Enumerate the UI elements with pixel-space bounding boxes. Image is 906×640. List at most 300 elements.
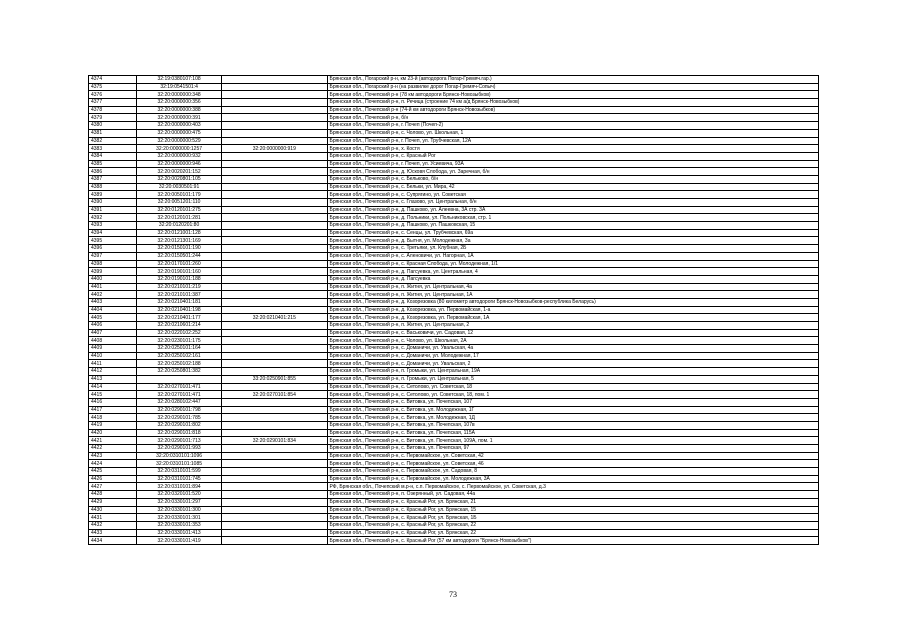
cadastral-number-cell: 32:20:0120101:281: [137, 214, 222, 222]
address-cell: Брянская обл., Почепский р-н, с. Первомайское, ул. Садовая, 8: [327, 468, 818, 476]
related-number-cell: [222, 337, 327, 345]
related-number-cell: [222, 460, 327, 468]
table-row: [89, 199, 819, 207]
cadastral-number-cell: 32:20:0000000:403: [137, 122, 222, 130]
row-number-cell: 4412: [89, 368, 137, 376]
row-number-cell: 4408: [89, 337, 137, 345]
related-number-cell: [222, 152, 327, 160]
row-number-cell: 4424: [89, 460, 137, 468]
related-number-cell: [222, 529, 327, 537]
address-cell: Брянская обл., Почепский р-н, с. Третьяки, ул. Клубная, 2Б: [327, 245, 818, 253]
row-number-cell: 4430: [89, 506, 137, 514]
related-number-cell: [222, 191, 327, 199]
cadastral-number-cell: 32:20:0330101:297: [137, 498, 222, 506]
address-cell: Брянская обл., Почепский р-н, с. Красный Рог, ул. Брянская, 1Б: [327, 514, 818, 522]
cadastral-number-cell: 32:20:0210401:198: [137, 306, 222, 314]
cadastral-number-cell: 32:20:0050101:179: [137, 191, 222, 199]
table-row: [89, 514, 819, 522]
related-number-cell: 32:20:0210401:215: [222, 314, 327, 322]
cadastral-number-cell: 32:20:0290101:798: [137, 406, 222, 414]
address-cell: Брянская обл., Почепский р-н, г. Почеп, ул. Усиевича, 93А: [327, 160, 818, 168]
table-row: [89, 214, 819, 222]
row-number-cell: 4427: [89, 483, 137, 491]
cadastral-number-cell: 32:20:0330101:300: [137, 506, 222, 514]
address-cell: Брянская обл., Почепский р-н, с. Витовка, ул. Почепская, 97: [327, 445, 818, 453]
table-row: [89, 483, 819, 491]
related-number-cell: [222, 183, 327, 191]
cadastral-number-cell: 32:20:0290101:785: [137, 414, 222, 422]
row-number-cell: 4423: [89, 452, 137, 460]
cadastral-number-cell: 32:20:0150101:190: [137, 245, 222, 253]
row-number-cell: 4429: [89, 498, 137, 506]
related-number-cell: [222, 537, 327, 545]
cadastral-number-cell: 32:20:0270101:471: [137, 383, 222, 391]
address-cell: Брянская обл., Почепский р-н, д. Пагсуевка: [327, 275, 818, 283]
related-number-cell: [222, 491, 327, 499]
cadastral-number-cell: 32:19:0541501:4: [137, 83, 222, 91]
related-number-cell: [222, 122, 327, 130]
address-cell: Брянская обл., Почепский р-н, с. Витовка, ул. Молодежная, 1Г: [327, 406, 818, 414]
row-number-cell: 4413: [89, 375, 137, 383]
table-row: [89, 383, 819, 391]
related-number-cell: [222, 99, 327, 107]
address-cell: Брянская обл., Почепский р-н, с. Первомайское, ул. Советская, 46: [327, 460, 818, 468]
address-cell: Брянская обл., Почепский р-н, п. Озерянный, ул. Садовая, 44а: [327, 491, 818, 499]
related-number-cell: [222, 406, 327, 414]
cadastral-number-cell: 32:20:0210101:219: [137, 283, 222, 291]
related-number-cell: [222, 398, 327, 406]
cadastral-number-cell: 32:20:0250101:164: [137, 345, 222, 353]
address-cell: Брянская обл., Почепский р-н, с. Красный Рог (57 км автодороги "Брянск-Новозыбков"): [327, 537, 818, 545]
address-cell: Брянская обл., Погарский р-н, км 23-й (автодорога Погар-Гремяч.гар.): [327, 76, 818, 84]
related-number-cell: [222, 275, 327, 283]
row-number-cell: 4383: [89, 145, 137, 153]
table-row: [89, 183, 819, 191]
address-cell: Брянская обл., Почепский р-н, п. Житня, ул. Центральная, 2: [327, 322, 818, 330]
related-number-cell: [222, 175, 327, 183]
table-row: [89, 91, 819, 99]
table-row: [89, 99, 819, 107]
address-cell: Брянская обл., Почепский р-н, д. Бытня, ул. Молодежная, 3а: [327, 237, 818, 245]
address-cell: Брянская обл., Почепский р-н, д. Пагсуевка, ул. Центральная, 4: [327, 268, 818, 276]
related-number-cell: 32:20:0290101:834: [222, 437, 327, 445]
related-number-cell: [222, 414, 327, 422]
row-number-cell: 4431: [89, 514, 137, 522]
related-number-cell: [222, 91, 327, 99]
related-number-cell: [222, 483, 327, 491]
row-number-cell: 4433: [89, 529, 137, 537]
row-number-cell: 4377: [89, 99, 137, 107]
cadastral-number-cell: 32:20:0121301:169: [137, 237, 222, 245]
table-row: [89, 175, 819, 183]
row-number-cell: 4390: [89, 199, 137, 207]
table-row: [89, 491, 819, 499]
cadastral-number-cell: 32:20:0270101:471: [137, 391, 222, 399]
address-cell: Брянская обл., Почепский р-н, с. Доманичи, ул. Увальская, 4а: [327, 345, 818, 353]
address-cell: Брянская обл., Почепский р-н, д. Козорезовка, ул. Первомайская, 1А: [327, 314, 818, 322]
row-number-cell: 4378: [89, 106, 137, 114]
cadastral-number-cell: 32:20:0330101:419: [137, 537, 222, 545]
address-cell: Брянская обл., Почепский р-н (78 км автодороги Брянск-Новозыбков): [327, 91, 818, 99]
cadastral-number-cell: 32:20:0000000:391: [137, 114, 222, 122]
row-number-cell: 4389: [89, 191, 137, 199]
cadastral-number-cell: 32:20:0120201:80: [137, 222, 222, 230]
address-cell: Брянская обл., Почепский р-н, д. Пашково, ул. Алеевна, 3А стр. 3А: [327, 206, 818, 214]
row-number-cell: 4397: [89, 252, 137, 260]
row-number-cell: 4399: [89, 268, 137, 276]
address-cell: Брянская обл., Почепский р-н, с. Красная Слобода, ул. Молодежная, 1/1: [327, 260, 818, 268]
address-cell: Брянская обл., Почепский р-н, х. Костя: [327, 145, 818, 153]
related-number-cell: [222, 114, 327, 122]
table-row: [89, 506, 819, 514]
address-cell: Брянская обл., Почепский р-н, с. Бельково, б/н: [327, 175, 818, 183]
related-number-cell: [222, 252, 327, 260]
table-row: [89, 83, 819, 91]
related-number-cell: [222, 298, 327, 306]
related-number-cell: [222, 360, 327, 368]
address-cell: Брянская обл., Почепский р-н, п. Речица (строение 74 км а/д Брянск-Новозыбков): [327, 99, 818, 107]
table-row: [89, 329, 819, 337]
cadastral-number-cell: 32:20:0280102:447: [137, 398, 222, 406]
cadastral-number-cell: 32:20:0000000:348: [137, 91, 222, 99]
address-cell: Брянская обл., Почепский р-н, с. Витовка, ул. Почепская, 107в: [327, 421, 818, 429]
cadastral-number-cell: 32:20:0210101:387: [137, 291, 222, 299]
table-row: [89, 337, 819, 345]
row-number-cell: 4386: [89, 168, 137, 176]
table-row: [89, 168, 819, 176]
address-cell: Брянская обл., Почепский р-н, с. Красный Рог, ул. Брянская, 21: [327, 498, 818, 506]
cadastral-number-cell: 32:20:0230101:175: [137, 337, 222, 345]
table-row: [89, 398, 819, 406]
table-row: [89, 106, 819, 114]
row-number-cell: 4387: [89, 175, 137, 183]
cadastral-number-cell: 32:20:0020801:105: [137, 175, 222, 183]
related-number-cell: [222, 306, 327, 314]
address-cell: Брянская обл., Погарский р-н (на развилке дорог Погар-Гремяч-Сопыч): [327, 83, 818, 91]
address-cell: Брянская обл., Почепский р-н, с. Аленовичи, ул. Нагорная, 1А: [327, 252, 818, 260]
row-number-cell: 4419: [89, 421, 137, 429]
related-number-cell: [222, 245, 327, 253]
row-number-cell: 4403: [89, 298, 137, 306]
table-row: [89, 475, 819, 483]
cadastral-number-cell: 32:20:0290101:818: [137, 429, 222, 437]
related-number-cell: [222, 345, 327, 353]
related-number-cell: [222, 168, 327, 176]
table-row: [89, 314, 819, 322]
row-number-cell: 4382: [89, 137, 137, 145]
address-cell: Брянская обл., Почепский р-н, д. Пашково, ул. Пашковская, 15: [327, 222, 818, 230]
cadastral-number-cell: [137, 375, 222, 383]
address-cell: Брянская обл., Почепский р-н (74-й км автодороги Брянск-Новозыбков): [327, 106, 818, 114]
table-row: [89, 391, 819, 399]
row-number-cell: 4385: [89, 160, 137, 168]
cadastral-number-cell: 32:20:0000000:946: [137, 160, 222, 168]
address-cell: Брянская обл., Почепский р-н, с. Супрягино, ул. Советская: [327, 191, 818, 199]
table-row: [89, 529, 819, 537]
table-row: [89, 152, 819, 160]
address-cell: Брянская обл., Почепский р-н, п. Громыки, ул. Центральная, 5: [327, 375, 818, 383]
row-number-cell: 4428: [89, 491, 137, 499]
cadastral-number-cell: 32:20:0250102:188: [137, 360, 222, 368]
page-number: 73: [449, 590, 457, 599]
table-row: [89, 537, 819, 545]
cadastral-number-cell: 32:20:0000000:475: [137, 129, 222, 137]
row-number-cell: 4422: [89, 445, 137, 453]
related-number-cell: [222, 452, 327, 460]
row-number-cell: 4404: [89, 306, 137, 314]
row-number-cell: 4411: [89, 360, 137, 368]
address-cell: Брянская обл., Почепский р-н, с. Бельки, ул. Мира, 42: [327, 183, 818, 191]
cadastral-number-cell: 32:20:0000000:529: [137, 137, 222, 145]
row-number-cell: 4376: [89, 91, 137, 99]
related-number-cell: [222, 514, 327, 522]
table-row: [89, 345, 819, 353]
related-number-cell: [222, 268, 327, 276]
address-cell: Брянская обл., Почепский р-н, д. Польники, ул. Польниковская, стр. 1: [327, 214, 818, 222]
row-number-cell: 4384: [89, 152, 137, 160]
row-number-cell: 4391: [89, 206, 137, 214]
address-cell: Брянская обл., Почепский р-н, с. Красный Рог, ул. Брянская, 22: [327, 521, 818, 529]
row-number-cell: 4417: [89, 406, 137, 414]
cadastral-number-cell: 32:20:0000000:388: [137, 106, 222, 114]
cadastral-number-cell: 32:20:0310101:745: [137, 475, 222, 483]
address-cell: Брянская обл., Почепский р-н, с. Витовка, ул. Почепская, 109А, пом. 1: [327, 437, 818, 445]
related-number-cell: [222, 76, 327, 84]
cadastral-number-cell: 32:20:0310101:894: [137, 483, 222, 491]
related-number-cell: [222, 106, 327, 114]
table-row: [89, 429, 819, 437]
table-row: [89, 252, 819, 260]
table-row: [89, 268, 819, 276]
cadastral-number-cell: 32:20:0000000:932: [137, 152, 222, 160]
row-number-cell: 4374: [89, 76, 137, 84]
address-cell: Брянская обл., Почепский р-н, с. Доманичи, ул. Молодежная, 17: [327, 352, 818, 360]
table-row: [89, 145, 819, 153]
row-number-cell: 4395: [89, 237, 137, 245]
row-number-cell: 4414: [89, 383, 137, 391]
address-cell: Брянская обл., Почепский р-н, с. Сенцы, ул. Трубчевская, 69а: [327, 229, 818, 237]
row-number-cell: 4392: [89, 214, 137, 222]
related-number-cell: [222, 498, 327, 506]
cadastral-number-cell: 32:20:0000000:356: [137, 99, 222, 107]
row-number-cell: 4396: [89, 245, 137, 253]
related-number-cell: [222, 199, 327, 207]
cadastral-number-cell: 32:20:0310101:1096: [137, 452, 222, 460]
row-number-cell: 4400: [89, 275, 137, 283]
related-number-cell: [222, 383, 327, 391]
cadastral-number-cell: 32:20:0220102:252: [137, 329, 222, 337]
address-cell: Брянская обл., Почепский р-н, с. Витовка, ул. Молодежная, 1Д: [327, 414, 818, 422]
related-number-cell: [222, 506, 327, 514]
cadastral-number-cell: 32:20:0121001:128: [137, 229, 222, 237]
row-number-cell: 4375: [89, 83, 137, 91]
cadastral-number-cell: 32:20:0250102:161: [137, 352, 222, 360]
cadastral-number-cell: 32:20:0170101:260: [137, 260, 222, 268]
row-number-cell: 4398: [89, 260, 137, 268]
table-row: [89, 222, 819, 230]
row-number-cell: 4418: [89, 414, 137, 422]
cadastral-number-cell: 32:20:0190101:160: [137, 268, 222, 276]
table-row: [89, 468, 819, 476]
table-row: [89, 229, 819, 237]
row-number-cell: 4425: [89, 468, 137, 476]
address-cell: Брянская обл., Почепский р-н, п. Житня, ул. Центральная, 4а: [327, 283, 818, 291]
related-number-cell: [222, 206, 327, 214]
table-row: [89, 498, 819, 506]
cadastral-number-cell: 32:20:0290101:993: [137, 445, 222, 453]
related-number-cell: [222, 368, 327, 376]
address-cell: Брянская обл., Почепский р-н, с. Васьковичи, ул. Садовая, 12: [327, 329, 818, 337]
table-row: [89, 322, 819, 330]
table-row: [89, 460, 819, 468]
row-number-cell: 4393: [89, 222, 137, 230]
row-number-cell: 4406: [89, 322, 137, 330]
related-number-cell: [222, 237, 327, 245]
table-row: [89, 291, 819, 299]
table-row: [89, 421, 819, 429]
related-number-cell: [222, 322, 327, 330]
cadastral-number-cell: 32:20:0320101:520: [137, 491, 222, 499]
table-row: [89, 375, 819, 383]
table-row: [89, 298, 819, 306]
address-cell: Брянская обл., Почепский р-н, с. Первомайское, ул. Советская, 42: [327, 452, 818, 460]
row-number-cell: 4407: [89, 329, 137, 337]
table-row: [89, 237, 819, 245]
cadastral-number-cell: 32:20:0310101:599: [137, 468, 222, 476]
row-number-cell: 4380: [89, 122, 137, 130]
cadastral-number-cell: 32:19:0380107:108: [137, 76, 222, 84]
cadastral-number-cell: 32:20:0210401:177: [137, 314, 222, 322]
address-cell: Брянская обл., Почепский р-н, с. Витовка, ул. Почепская, 115А: [327, 429, 818, 437]
table-row: [89, 352, 819, 360]
table-row: [89, 306, 819, 314]
row-number-cell: 4401: [89, 283, 137, 291]
table-row: [89, 414, 819, 422]
related-number-cell: 32:20:0270101:854: [222, 391, 327, 399]
address-cell: Брянская обл., Почепский р-н, с. Сетолово, ул. Советская, 18, пом. 1: [327, 391, 818, 399]
related-number-cell: [222, 137, 327, 145]
related-number-cell: [222, 521, 327, 529]
table-row: [89, 437, 819, 445]
address-cell: Брянская обл., Почепский р-н, с. Витовка, ул. Почепская, 107: [327, 398, 818, 406]
related-number-cell: [222, 222, 327, 230]
table-row: [89, 452, 819, 460]
related-number-cell: [222, 283, 327, 291]
address-cell: Брянская обл., Почепский р-н, г. Почеп, ул. Трубчевская, 12А: [327, 137, 818, 145]
address-cell: Брянская обл., Почепский р-н, с. Чолово, ул. Школьная, 2А: [327, 337, 818, 345]
row-number-cell: 4394: [89, 229, 137, 237]
cadastral-number-cell: 32:20:0330101:353: [137, 521, 222, 529]
row-number-cell: 4409: [89, 345, 137, 353]
cadastral-number-cell: 32:20:0190101:188: [137, 275, 222, 283]
table-row: [89, 160, 819, 168]
cadastral-number-cell: 32:20:0000000:1257: [137, 145, 222, 153]
table-row: [89, 122, 819, 130]
related-number-cell: [222, 429, 327, 437]
cadastral-number-cell: 32:20:0051201:110: [137, 199, 222, 207]
address-cell: Брянская обл., Почепский р-н, д. Козорезовка, ул. Первомайская, 1-а: [327, 306, 818, 314]
row-number-cell: 4415: [89, 391, 137, 399]
row-number-cell: 4420: [89, 429, 137, 437]
related-number-cell: [222, 468, 327, 476]
address-cell: Брянская обл., Почепский р-н, с. Красный Рог, ул. Брянская, 22: [327, 529, 818, 537]
table-row: [89, 406, 819, 414]
address-cell: Брянская обл., Почепский р-н, п. Громыки, ул. Центральная, 19А: [327, 368, 818, 376]
address-cell: Брянская обл., Почепский р-н, д. Юсковя Слобода, ул. Заречная, б/н: [327, 168, 818, 176]
address-cell: РФ, Брянская обл., Почепский м.р-н, с.п. Первомайское, с. Первомайское, ул. Советская, д.3: [327, 483, 818, 491]
cadastral-number-cell: 32:20:0120101:275: [137, 206, 222, 214]
related-number-cell: [222, 421, 327, 429]
registry-table: [88, 75, 819, 545]
related-number-cell: [222, 475, 327, 483]
related-number-cell: 32:20:0000000:919: [222, 145, 327, 153]
table-row: [89, 368, 819, 376]
cadastral-number-cell: 32:20:0210401:181: [137, 298, 222, 306]
cadastral-number-cell: 32:20:0030501:91: [137, 183, 222, 191]
table-row: [89, 191, 819, 199]
address-cell: Брянская обл., Почепский р-н, б/н: [327, 114, 818, 122]
table-row: [89, 283, 819, 291]
table-row: [89, 206, 819, 214]
address-cell: Брянская обл., Почепский р-н, п. Житня, ул. Центральная, 1А: [327, 291, 818, 299]
cadastral-number-cell: 32:20:0150501:244: [137, 252, 222, 260]
cadastral-number-cell: 32:20:0290101:802: [137, 421, 222, 429]
table-row: [89, 114, 819, 122]
related-number-cell: [222, 445, 327, 453]
address-cell: Брянская обл., Почепский р-н, с. Чолово, ул. Школьная, 1: [327, 129, 818, 137]
row-number-cell: 4432: [89, 521, 137, 529]
row-number-cell: 4379: [89, 114, 137, 122]
row-number-cell: 4410: [89, 352, 137, 360]
cadastral-number-cell: 32:20:0330101:301: [137, 514, 222, 522]
table-row: [89, 445, 819, 453]
table-row: [89, 360, 819, 368]
related-number-cell: [222, 214, 327, 222]
table-row: [89, 129, 819, 137]
cadastral-number-cell: 32:20:0250801:382: [137, 368, 222, 376]
related-number-cell: [222, 352, 327, 360]
address-cell: Брянская обл., Почепский р-н, с. Сетолово, ул. Советская, 18: [327, 383, 818, 391]
related-number-cell: [222, 329, 327, 337]
related-number-cell: 33:20:0250901:855: [222, 375, 327, 383]
cadastral-number-cell: 32:20:0330101:413: [137, 529, 222, 537]
row-number-cell: 4426: [89, 475, 137, 483]
row-number-cell: 4388: [89, 183, 137, 191]
table-row: [89, 76, 819, 84]
address-cell: Брянская обл., Почепский р-н, с. Доманичи, ул. Увальская, 2: [327, 360, 818, 368]
table-row: [89, 137, 819, 145]
table-row: [89, 275, 819, 283]
related-number-cell: [222, 229, 327, 237]
table-row: [89, 521, 819, 529]
row-number-cell: 4434: [89, 537, 137, 545]
cadastral-number-cell: 32:20:0210601:214: [137, 322, 222, 330]
address-cell: Брянская обл., Почепский р-н, с. Красный Рог, ул. Брянская, 15: [327, 506, 818, 514]
related-number-cell: [222, 83, 327, 91]
related-number-cell: [222, 260, 327, 268]
address-cell: Брянская обл., Почепский р-н, с. Красный Рог: [327, 152, 818, 160]
table-row: [89, 245, 819, 253]
address-cell: Брянская обл., Почепский р-н, д. Козорезовка (80 километр автодороги Брянск-Новозыбков-республика Беларусь): [327, 298, 818, 306]
registry-table-body: [89, 76, 819, 545]
row-number-cell: 4381: [89, 129, 137, 137]
cadastral-number-cell: 32:20:0310101:1085: [137, 460, 222, 468]
cadastral-number-cell: 32:20:0290101:713: [137, 437, 222, 445]
row-number-cell: 4405: [89, 314, 137, 322]
row-number-cell: 4416: [89, 398, 137, 406]
related-number-cell: [222, 160, 327, 168]
address-cell: Брянская обл., Почепский р-н, с. Первомайское, ул. Молодежная, 3А: [327, 475, 818, 483]
